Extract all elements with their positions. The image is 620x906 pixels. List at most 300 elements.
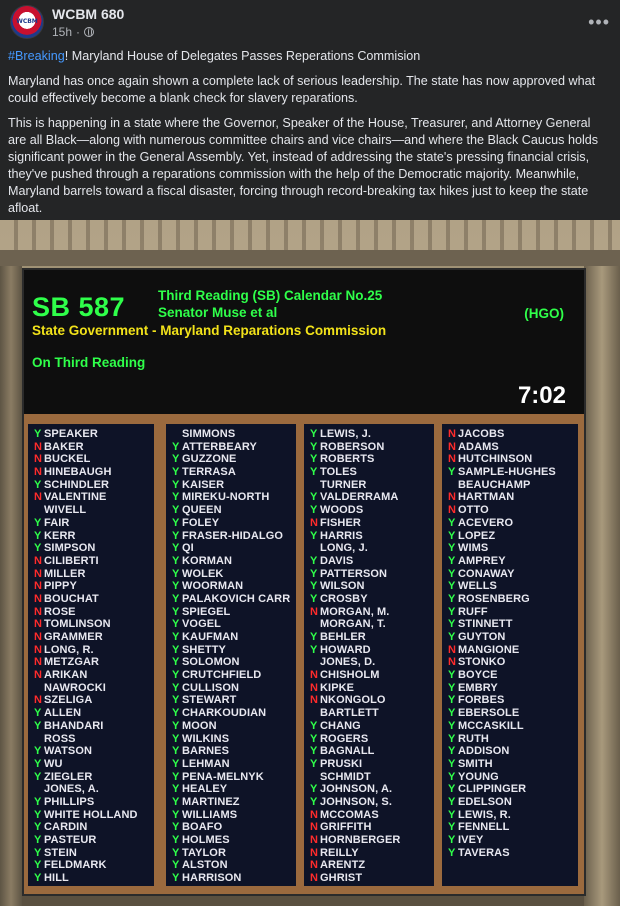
vote-mark: Y [448,529,456,542]
vote-column-1 [28,424,154,886]
vote-mark: Y [172,694,180,707]
vote-row [34,466,154,479]
legislator-name: WILSON [320,580,365,593]
legislator-name: BOUCHAT [44,592,99,605]
vote-mark: Y [172,605,180,618]
vote-mark: Y [172,795,180,808]
legislator-name: CHARKOUDIAN [182,707,267,720]
vote-mark: N [34,491,42,504]
vote-mark: N [34,554,42,567]
legislator-name: CARDIN [44,821,88,834]
vote-mark: Y [310,795,318,808]
vote-row [34,796,154,809]
vote-row [172,783,296,796]
vote-row [172,453,296,466]
vote-mark: Y [34,846,42,859]
vote-mark: N [34,453,42,466]
vote-mark: N [34,656,42,669]
legislator-name: SAMPLE-HUGHES [458,466,556,479]
vote-row [172,834,296,847]
vote-mark: Y [310,643,318,656]
vote-row [310,783,434,796]
legislator-name: MCCOMAS [320,808,379,821]
vote-mark: N [34,592,42,605]
vote-row [310,517,434,530]
vote-mark: N [448,504,456,517]
vote-row [310,859,434,872]
vote-row [310,694,434,707]
vote-column-3 [304,424,434,886]
vote-row [172,707,296,720]
legislator-name: IVEY [458,834,484,846]
vote-row [448,441,578,454]
legislator-name: STONKO [458,656,506,669]
vote-row [310,733,434,746]
legislator-name: SCHMIDT [320,770,371,783]
vote-row [310,720,434,733]
legislator-name: JOHNSON, S. [320,795,393,808]
legislator-name: SPIEGEL [182,605,231,618]
vote-mark: Y [34,834,42,846]
vote-mark: N [310,859,318,872]
vote-row [448,530,578,543]
vote-row [310,644,434,657]
legislator-name: LONG, R. [44,643,94,656]
vote-mark: Y [310,732,318,745]
post-paragraph-1: Maryland has once again shown a complete lack of serious leadership. The state has now approved what could effectively become a blank check for slavery reparations. [8,74,596,105]
vote-mark: Y [448,745,456,758]
vote-row [34,783,154,796]
vote-row [310,707,434,720]
board-header [24,270,584,414]
vote-mark: Y [310,580,318,593]
legislator-name: ALLEN [44,707,82,720]
vote-mark: Y [448,580,456,593]
legislator-name: LEWIS, J. [320,428,372,440]
vote-row [34,733,154,746]
vote-mark: Y [172,631,180,643]
bill-number: SB 587 [32,292,126,322]
vote-row [448,466,578,479]
post-photo[interactable] [0,220,620,906]
legislator-name: TAYLOR [182,846,226,859]
legislator-name: LEHMAN [182,757,230,770]
vote-row [310,796,434,809]
vote-mark: Y [448,795,456,808]
vote-mark: Y [172,821,180,834]
legislator-name: ROSS [44,732,76,745]
vote-row [310,745,434,758]
vote-tally-area [24,414,584,894]
vote-mark: N [448,491,456,504]
vote-mark: Y [34,872,42,885]
committee-code: (HGO) [524,306,564,321]
right-pillar [584,266,620,906]
legislator-name: BAGNALL [320,745,375,758]
vote-row [310,669,434,682]
vote-row [34,542,154,555]
globe-icon [84,27,94,37]
vote-row [310,504,434,517]
legislator-name: JOHNSON, A. [320,783,393,796]
vote-mark [172,428,182,441]
legislator-name: HARTMAN [458,491,515,504]
legislator-name: HUTCHINSON [458,453,533,466]
vote-row [34,859,154,872]
vote-row [448,593,578,606]
vote-mark: N [310,681,318,694]
legislator-name: HOLMES [182,834,230,846]
vote-mark [310,479,320,492]
vote-row [310,771,434,784]
vote-row [310,542,434,555]
legislator-name: MARTINEZ [182,795,240,808]
vote-mark: Y [34,478,42,491]
vote-row [172,555,296,568]
legislator-name: BAKER [44,440,84,453]
vote-mark: Y [172,542,180,555]
legislator-name: SCHINDLER [44,478,110,491]
legislator-name: TURNER [320,478,367,491]
vote-row [448,809,578,822]
vote-mark [310,618,320,631]
vote-mark: N [34,631,42,643]
vote-mark: Y [172,757,180,770]
vote-mark: Y [34,770,42,783]
vote-row [310,580,434,593]
vote-row [310,606,434,619]
vote-mark: Y [172,466,180,479]
vote-row [34,479,154,492]
vote-mark: Y [310,440,318,453]
legislator-name: ARENTZ [320,859,366,872]
legislator-name: HINEBAUGH [44,466,112,479]
legislator-name: SIMMONS [182,428,236,440]
vote-mark: Y [34,757,42,770]
vote-mark: Y [448,757,456,770]
vote-mark: Y [448,694,456,707]
legislator-name: STINNETT [458,618,513,631]
legislator-name: MANGIONE [458,643,520,656]
legislator-name: BOYCE [458,669,498,682]
legislator-name: KORMAN [182,554,233,567]
legislator-name: WIMS [458,542,489,555]
vote-row [448,542,578,555]
vote-mark: N [448,643,456,656]
legislator-name: WOORMAN [182,580,244,593]
vote-row [310,809,434,822]
legislator-name: HORNBERGER [320,834,401,846]
vote-mark: Y [172,618,180,631]
vote-mark: Y [448,783,456,796]
vote-mark: Y [172,580,180,593]
legislator-name: WU [44,757,63,770]
legislator-name: ADDISON [458,745,510,758]
vote-row [172,428,296,441]
vote-row [172,593,296,606]
vote-mark: Y [448,592,456,605]
vote-row [448,618,578,631]
vote-row [172,631,296,644]
vote-mark: Y [172,491,180,504]
legislator-name: CILIBERTI [44,554,99,567]
legislator-name: BHANDARI [44,719,104,732]
legislator-name: OTTO [458,504,489,517]
vote-row [34,694,154,707]
vote-row [448,682,578,695]
vote-row [172,733,296,746]
legislator-name: JONES, A. [44,783,99,796]
vote-row [448,669,578,682]
legislator-name: SZELIGA [44,694,93,707]
vote-mark: N [34,440,42,453]
vote-row [172,491,296,504]
vote-row [448,428,578,441]
post-meta: 15h · [52,25,94,39]
vote-mark: Y [172,783,180,796]
legislator-name: GHRIST [320,872,363,885]
vote-row [172,606,296,619]
legislator-name: BARNES [182,745,230,758]
legislator-name: KIPKE [320,681,355,694]
legislator-name: TOMLINSON [44,618,111,631]
vote-mark: Y [310,428,318,440]
vote-mark [34,783,44,796]
vote-row [448,606,578,619]
legislator-name: ROSENBERG [458,592,530,605]
vote-row [172,530,296,543]
vote-row [448,631,578,644]
legislator-name: WOLEK [182,567,224,580]
vote-row [34,441,154,454]
legislator-name: GRAMMER [44,631,103,643]
legislator-name: KERR [44,529,76,542]
page-avatar[interactable] [10,5,44,39]
legislator-name: RUFF [458,605,488,618]
vote-mark: Y [172,719,180,732]
vote-mark: Y [172,669,180,682]
legislator-name: BUCKEL [44,453,91,466]
legislator-name: CROSBY [320,592,368,605]
legislator-name: CRUTCHFIELD [182,669,262,682]
legislator-name: ADAMS [458,440,499,453]
hashtag-link[interactable]: #Breaking [8,49,65,63]
legislator-name: CONAWAY [458,567,515,580]
legislator-name: EBERSOLE [458,707,520,720]
vote-row [448,783,578,796]
legislator-name: NKONGOLO [320,694,386,707]
vote-row [448,644,578,657]
vote-mark: N [310,605,318,618]
vote-row [172,479,296,492]
vote-row [310,834,434,847]
vote-row [448,707,578,720]
vote-mark: N [34,567,42,580]
more-options-icon[interactable]: ••• [588,12,610,32]
post-timestamp[interactable]: 15h [52,25,73,39]
legislator-name: CHANG [320,719,361,732]
vote-row [34,504,154,517]
vote-row [34,644,154,657]
vote-mark: Y [172,859,180,872]
legislator-name: JONES, D. [320,656,376,669]
vote-mark: Y [34,859,42,872]
legislator-name: CULLISON [182,681,240,694]
vote-mark: Y [448,631,456,643]
legislator-name: SPEAKER [44,428,98,440]
legislator-name: MOON [182,719,217,732]
vote-mark: N [310,834,318,846]
legislator-name: CHISHOLM [320,669,380,682]
vote-mark: Y [448,834,456,846]
vote-row [172,669,296,682]
vote-mark: Y [310,592,318,605]
legislator-name: REILLY [320,846,359,859]
vote-row [448,580,578,593]
vote-mark: Y [448,466,456,479]
vote-row [172,542,296,555]
legislator-name: FORBES [458,694,505,707]
reading-title: Third Reading (SB) Calendar No.25 [158,288,383,303]
vote-mark: Y [448,732,456,745]
vote-row [310,682,434,695]
vote-row [448,733,578,746]
vote-mark: Y [310,504,318,517]
legislator-name: ATTERBEARY [182,440,257,453]
vote-row [310,466,434,479]
vote-row [448,517,578,530]
legislator-name: PATTERSON [320,567,388,580]
vote-mark: N [34,618,42,631]
legislator-name: ROBERTS [320,453,375,466]
vote-row [34,428,154,441]
bill-subject: State Government - Maryland Reparations Commission [32,323,387,338]
vote-mark [34,682,44,695]
vote-row [310,631,434,644]
left-pillar [0,266,22,906]
vote-mark: Y [310,567,318,580]
legislator-name: QUEEN [182,504,222,517]
legislator-name: WIVELL [44,504,87,517]
legislator-name: SMITH [458,757,493,770]
vote-mark: Y [448,605,456,618]
vote-row [310,530,434,543]
vote-column-4 [442,424,578,886]
vote-row [34,453,154,466]
vote-row [310,555,434,568]
vote-row [34,656,154,669]
vote-row [310,821,434,834]
vote-row [310,656,434,669]
vote-row [448,694,578,707]
vote-mark: Y [448,516,456,529]
vote-mark: N [34,580,42,593]
legislator-name: HOWARD [320,643,371,656]
legislator-name: KAUFMAN [182,631,239,643]
post-paragraph-2: This is happening in a state where the Governor, Speaker of the House, Treasurer, and Attorney General are all Black—along with numerous committee chairs and vice chairs—and where the Black Caucus holds significant power in the General Assembly. Yet, instead of addressing the state's pressing financial crisis, they've pushed through a reparations commission with the help of the Democratic majority. Meanwhile, Maryland barrels toward a fiscal disaster, forcing through record-breaking tax hikes just to keep the state afloat. [8,116,599,215]
legislator-name: HARRISON [182,872,242,885]
legislator-name: KAISER [182,478,225,491]
vote-row [172,758,296,771]
legislator-name: LEWIS, R. [458,808,511,821]
legislator-name: FRASER-HIDALGO [182,529,284,542]
vote-mark: Y [172,516,180,529]
legislator-name: VALENTINE [44,491,107,504]
vote-row [310,847,434,860]
legislator-name: CLIPPINGER [458,783,527,796]
vote-row [34,682,154,695]
legislator-name: HILL [44,872,69,885]
vote-mark: Y [448,821,456,834]
vote-mark: Y [34,529,42,542]
vote-mark: Y [172,808,180,821]
vote-row [172,517,296,530]
vote-mark: Y [34,745,42,758]
vote-mark: Y [34,808,42,821]
vote-mark: Y [172,554,180,567]
vote-mark: Y [172,834,180,846]
legislator-name: WELLS [458,580,497,593]
legislator-name: PALAKOVICH CARR [182,592,291,605]
vote-row [310,872,434,885]
avatar-logo-text: WCBM [16,18,38,25]
board-clock: 7:02 [517,382,566,409]
legislator-name: FELDMARK [44,859,107,872]
vote-row [448,834,578,847]
vote-row [448,504,578,517]
vote-mark: Y [310,745,318,758]
vote-row [448,796,578,809]
vote-mark: N [310,872,318,885]
page-name-link[interactable]: WCBM 680 [52,6,125,22]
vote-mark: Y [34,542,42,555]
vote-row [34,669,154,682]
legislator-name: WOODS [320,504,364,517]
vote-row [34,872,154,885]
vote-mark: Y [172,643,180,656]
vote-mark: N [34,694,42,707]
vote-row [34,606,154,619]
legislator-name: WATSON [44,745,93,758]
vote-row [172,644,296,657]
legislator-name: WILLIAMS [182,808,238,821]
vote-row [34,593,154,606]
legislator-name: FOLEY [182,516,220,529]
legislator-name: MCCASKILL [458,719,524,732]
legislator-name: JACOBS [458,428,505,440]
vote-mark: Y [172,478,180,491]
vote-row [448,745,578,758]
vote-mark: Y [34,516,42,529]
legislator-name: LOPEZ [458,529,496,542]
legislator-name: FENNELL [458,821,510,834]
vote-mark: Y [310,453,318,466]
vote-mark [310,707,320,720]
vote-row [448,720,578,733]
legislator-name: TOLES [320,466,357,479]
vote-row [172,618,296,631]
vote-row [172,847,296,860]
legislator-name: BARTLETT [320,707,379,720]
vote-row [172,796,296,809]
vote-mark: N [448,440,456,453]
vote-mark: Y [172,732,180,745]
legislator-name: DAVIS [320,554,354,567]
vote-row [172,694,296,707]
legislator-name: TERRASA [182,466,236,479]
vote-mark: N [34,669,42,682]
vote-mark: Y [172,770,180,783]
